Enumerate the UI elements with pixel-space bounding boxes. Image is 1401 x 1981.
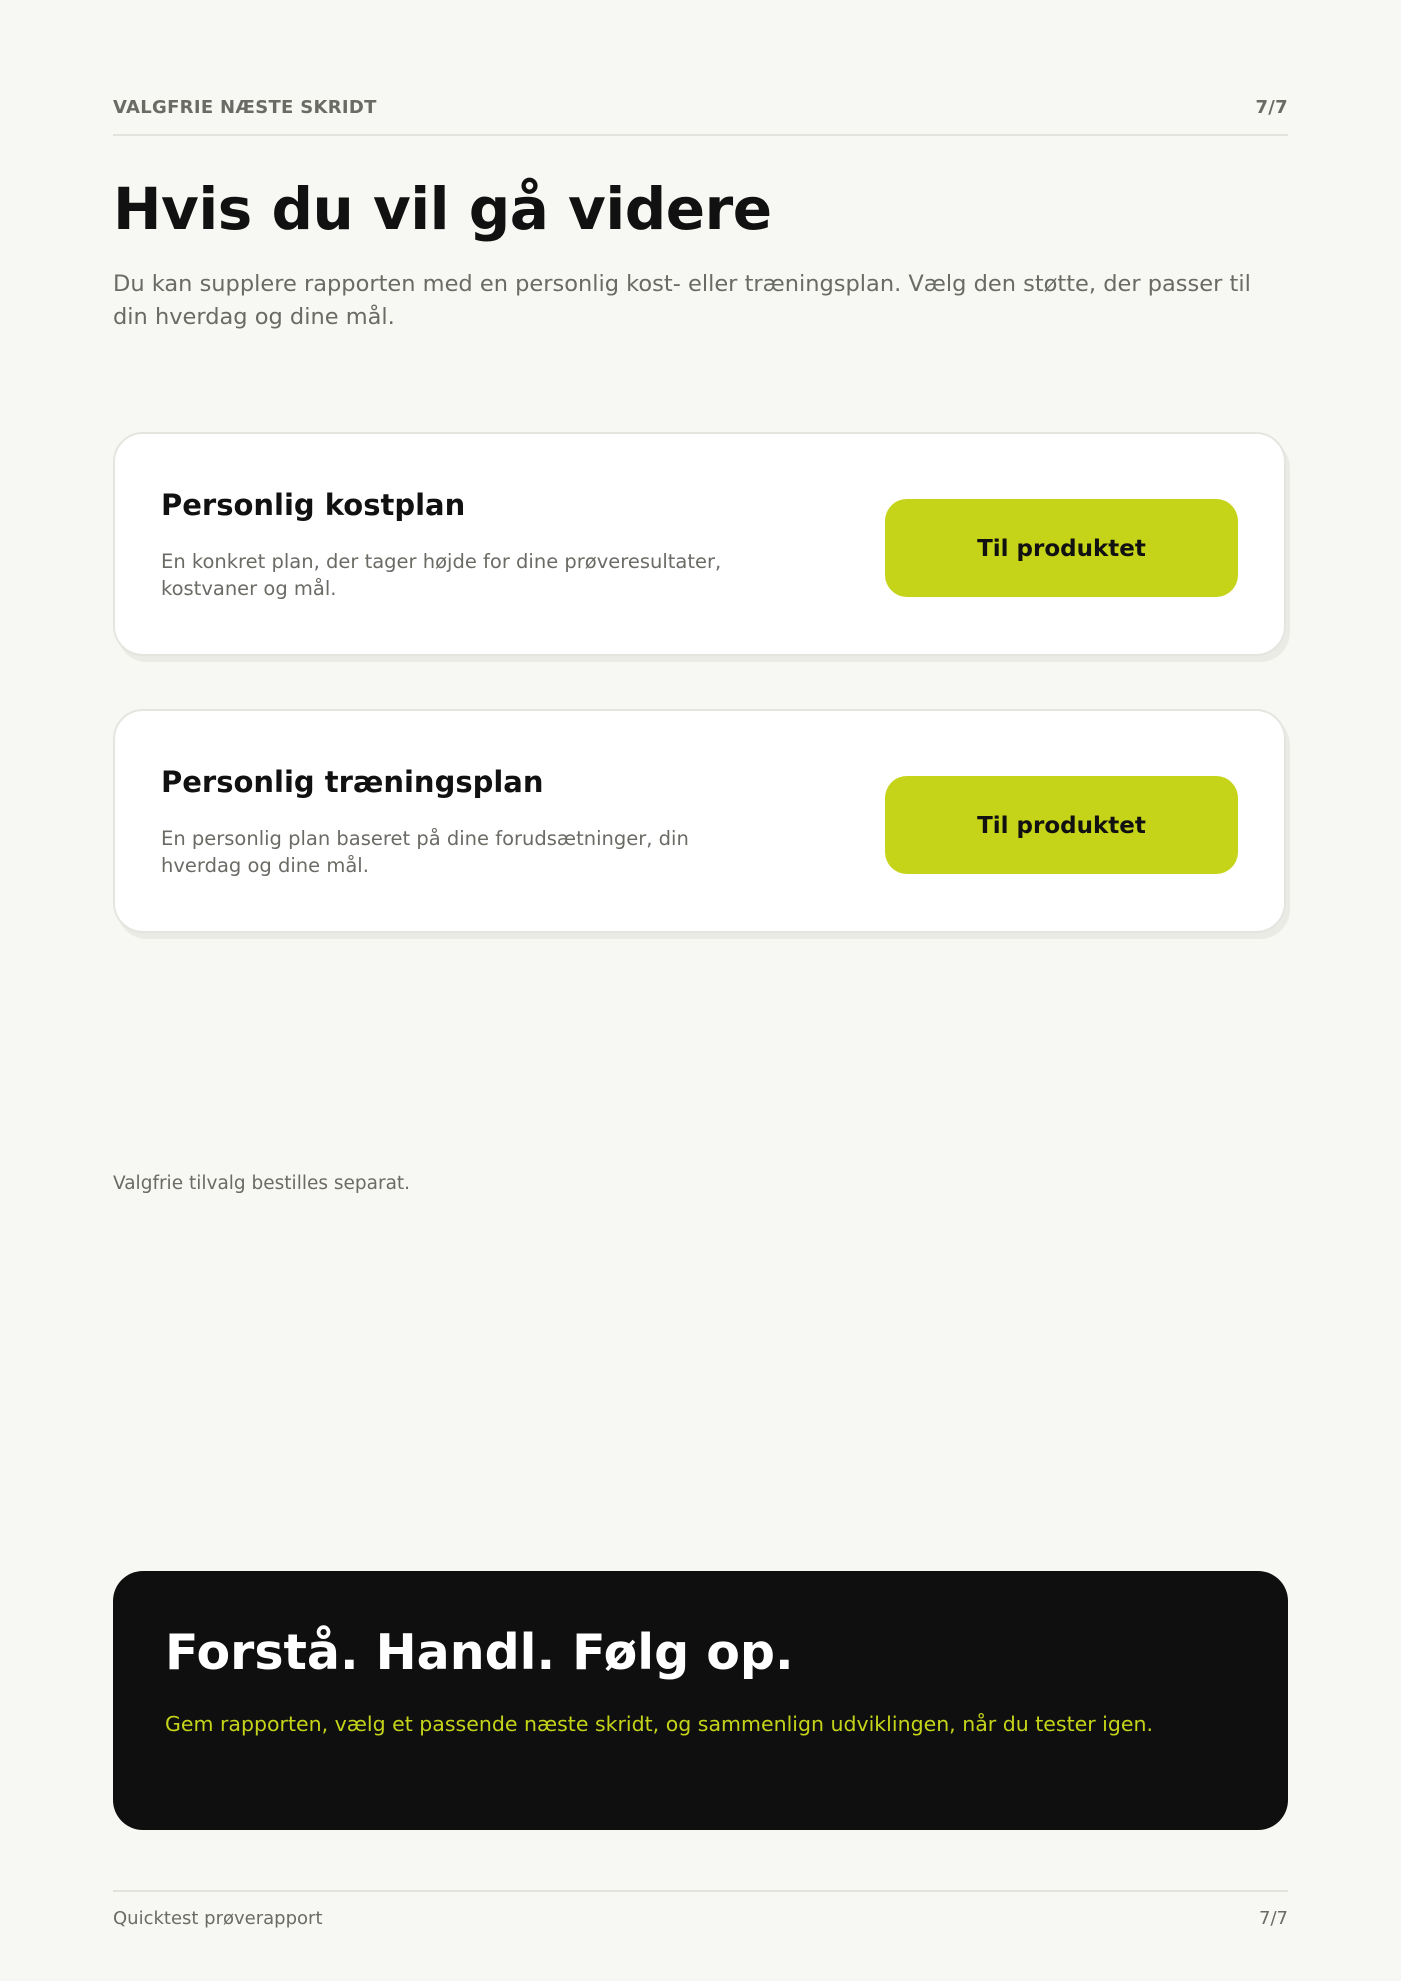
page-title: Hvis du vil gå videre bbox=[113, 175, 772, 243]
footer-page-indicator: 7/7 bbox=[1259, 1907, 1288, 1929]
product-card-kostplan bbox=[113, 432, 1286, 656]
footer-divider bbox=[113, 1890, 1288, 1892]
closing-banner bbox=[113, 1571, 1288, 1830]
card-description: En personlig plan baseret på dine forudsætninger, din hverdag og dine mål. bbox=[161, 827, 689, 877]
banner-text: Gem rapporten, vælg et passende næste skridt, og sammenlign udviklingen, når du tester igen. bbox=[165, 1712, 1153, 1736]
to-product-button[interactable]: Til produktet bbox=[885, 776, 1238, 874]
intro-text: Du kan supplere rapporten med en personlig kost- eller træningsplan. Vælg den støtte, der passer til din hverdag og dine mål. bbox=[113, 271, 1251, 330]
banner-title: Forstå. Handl. Følg op. bbox=[165, 1624, 794, 1681]
card-description: En konkret plan, der tager højde for dine prøveresultater, kostvaner og mål. bbox=[161, 550, 722, 600]
optional-note: Valgfrie tilvalg bestilles separat. bbox=[113, 1173, 411, 1194]
section-label: VALGFRIE NÆSTE SKRIDT bbox=[113, 96, 377, 118]
to-product-button[interactable]: Til produktet bbox=[885, 499, 1238, 597]
report-page bbox=[113, 0, 1288, 1981]
page-footer bbox=[113, 1906, 1288, 1930]
page-indicator: 7/7 bbox=[1255, 96, 1288, 118]
footer-report-name: Quicktest prøverapport bbox=[113, 1907, 323, 1929]
card-title: Personlig træningsplan bbox=[161, 765, 544, 799]
product-card-traeningsplan bbox=[113, 709, 1286, 933]
page-header bbox=[113, 92, 1288, 122]
header-divider bbox=[113, 134, 1288, 136]
card-title: Personlig kostplan bbox=[161, 488, 466, 522]
